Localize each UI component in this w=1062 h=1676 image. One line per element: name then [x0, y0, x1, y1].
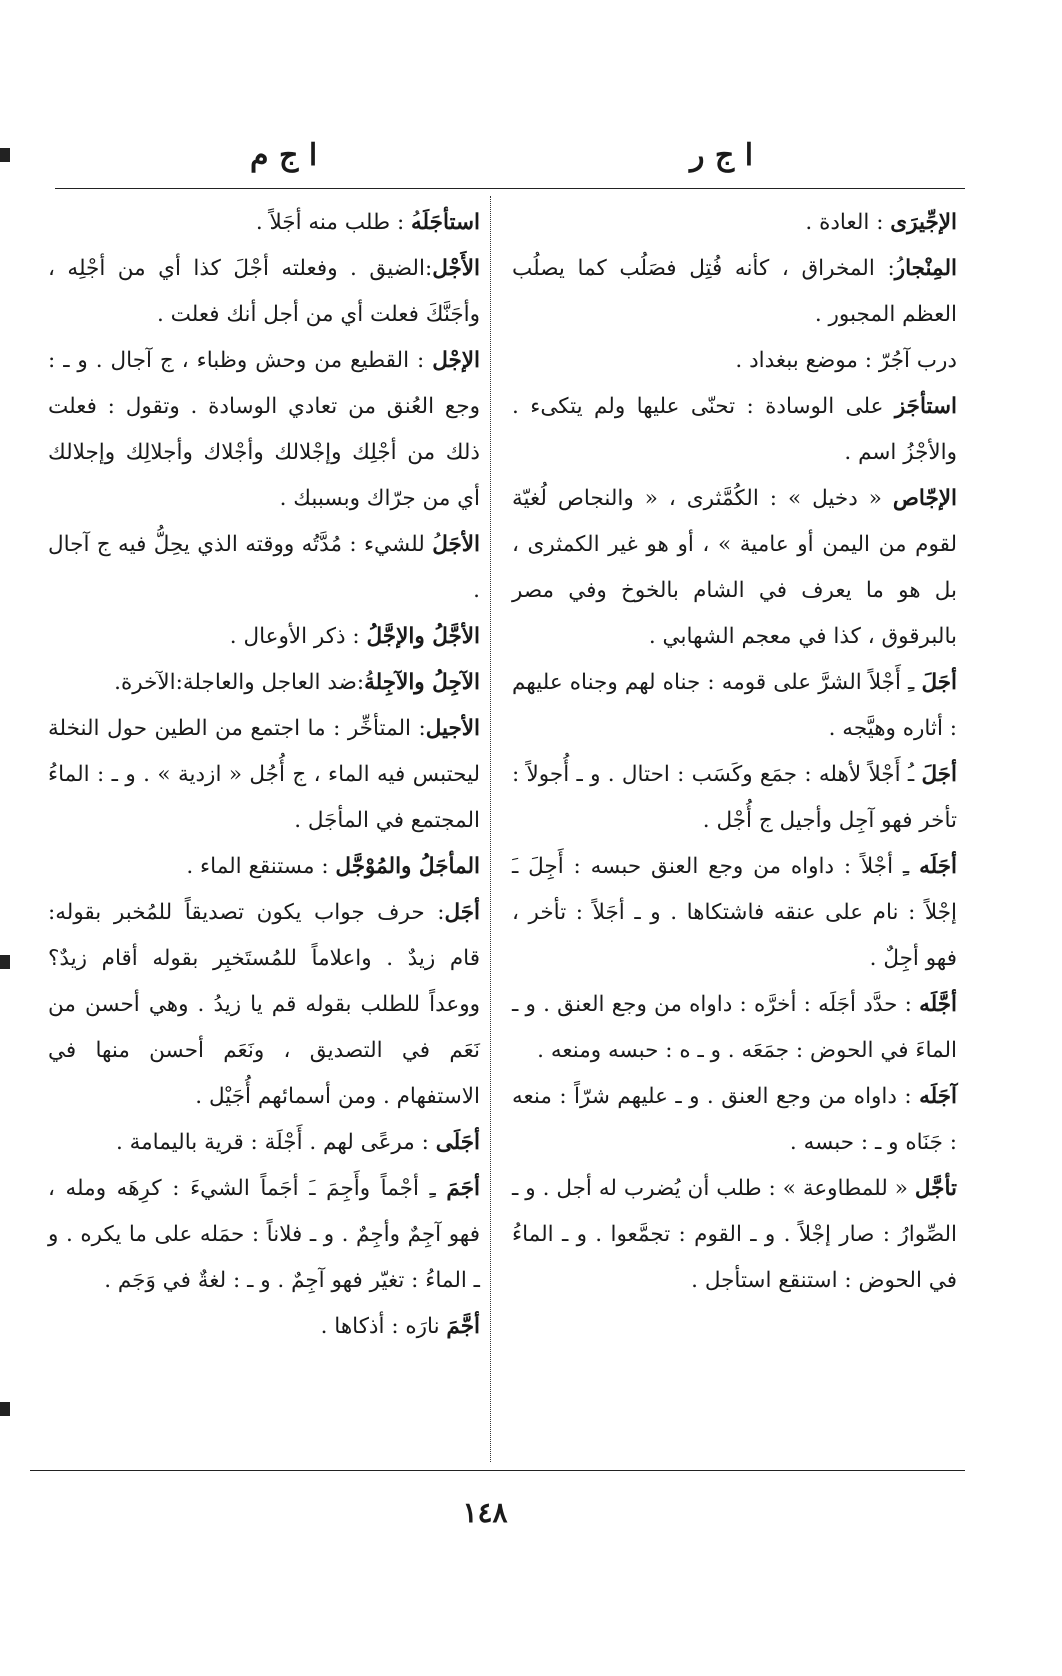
definition: : حدَّد أجَلَه : أخرَّه : داواه من وجع العنق . و ـ الماءَ في الحوض : جمَعَه . و ـ ه : حبسه ومنعه .	[512, 992, 957, 1063]
entry	[48, 522, 480, 614]
definition: ـُ أَجْلاً لأهله : جمَع وكَسَب : احتال . و ـ أُجولاً : تأخر فهو آجِل وأجيل ج أُجْل .	[512, 762, 957, 833]
definition: درب آجُرّ : موضع ببغداد .	[735, 348, 957, 373]
entry	[48, 844, 480, 890]
definition: : مستنقع الماء .	[186, 854, 336, 879]
entry	[48, 1166, 480, 1304]
headword: الأجَل	[432, 532, 480, 557]
headword: الآجِلُ والآجِلة	[364, 670, 480, 695]
headword: آجَلَه	[919, 1084, 957, 1109]
definition: « دخيل » : الكُمَّثرى ، « والنجاص لُغيّة لقوم من اليمن أو عامية » ، أو هو غير الكمثرى ، بل هو ما يعرف في الشام بالخوخ وفي مصر بالبرقوق ، كذا في معجم الشهابي .	[512, 486, 957, 649]
headword: الإجّاص	[892, 486, 957, 511]
definition: : ذكر الأوعال .	[229, 624, 367, 649]
definition: على الوسادة : تحنّى عليها ولم يتكىء . والأجْزُ اسم .	[512, 394, 957, 465]
definition: : مرعًى لهم . أَجْلَة : قرية باليمامة .	[115, 1130, 436, 1155]
definition: ُ:ضد العاجل والعاجلة:الآخرة.	[114, 670, 365, 695]
headword: الأَجْل	[432, 256, 480, 281]
entry	[48, 614, 480, 660]
definition: ـِ أجْلاً : داواه من وجع العنق حبسه : أَجِلَ ـَ إجْلاً : نام على عنقه فاشتكاها . و ـ أجَلاً : تأخر ، فهو أجِلٌ .	[512, 854, 957, 971]
headword: أجَلَى	[435, 1130, 480, 1155]
entry	[48, 1120, 480, 1166]
headword: الأجيل	[425, 716, 480, 741]
entry	[48, 1304, 480, 1350]
footer-rule	[30, 1470, 965, 1471]
definition: « للمطاوعة » : طلب أن يُضرب له أجل . و ـ الصِّوارُ : صار إجْلاً . و ـ القوم : تجمَّعوا . و ـ الماءُ في الحوض : استنقع استأجل .	[512, 1176, 957, 1293]
entry	[512, 338, 957, 384]
entry	[512, 384, 957, 476]
header-rule	[55, 188, 965, 189]
definition: ُ : طلب منه أجَلاً .	[255, 210, 412, 235]
definition: : العادة .	[805, 210, 891, 235]
headword: أجَمَ	[446, 1176, 480, 1201]
definition: ُ: المخراق ، كأنه فُتِل فصَلُب كما يصلُب العظم المجبور .	[512, 256, 957, 327]
headword: المِنْجار	[894, 256, 957, 281]
definition: نارَه : أذكاها .	[320, 1314, 447, 1339]
definition: ُ للشيء : مُدَّتُه ووقته الذي يحِلُّ فيه ج آجال .	[48, 532, 480, 603]
scan-edge-mark	[0, 1402, 10, 1416]
entry	[512, 200, 957, 246]
definition: :الضيق . وفعلته أجْلَ كذا أي من أجْلِه ، وأجَنَّكَ فعلت أي من أجل أنك فعلت .	[48, 256, 480, 327]
headword: استأجَز	[894, 394, 957, 419]
headword: استأجَلَه	[411, 210, 480, 235]
page-number: ١٤٨	[462, 1496, 508, 1529]
right-column	[512, 200, 957, 1304]
entry	[48, 338, 480, 522]
entry	[512, 1166, 957, 1304]
headword: تأجَّل	[914, 1176, 957, 1201]
headword: أجَلَ	[921, 670, 957, 695]
headword: المأجَلُ والمُوْجَّل	[335, 854, 480, 879]
entry	[48, 890, 480, 1120]
definition: : القطيع من وحش وظباء ، ج آجال . و ـ : وجع العُنق من تعادي الوسادة . وتقول : فعلت ذلك من أجْلِك وإجْلالك وأجْلاك وأجلالِك وإجلالك أي من جرّاك وبسببك .	[48, 348, 480, 511]
entry	[48, 200, 480, 246]
headword: الإجْل	[432, 348, 480, 373]
headword: الأجَّلُ والإجَّلُ	[366, 624, 480, 649]
headword: أجَل	[444, 900, 480, 925]
entry	[48, 660, 480, 706]
definition: ـِ أَجْلاً الشرَّ على قومه : جناه لهم وجناه عليهم : أثاره وهيَّجه .	[512, 670, 957, 741]
definition: : حرف جواب يكون تصديقاً للمُخبر بقوله: قام زيدٌ . واعلاماً للمُستَخبِر بقوله أقام زيدٌ؟ ووعداً للطلب بقوله قم يا زيدُ . وهي أحسن من نَعَم في التصديق ، ونَعَم أحسن منها في الاستفهام . ومن أسمائهم أُجَيْل .	[48, 900, 480, 1109]
entry	[48, 246, 480, 338]
definition: ـِ أجْماً وأَجِمَ ـَ أجَماً الشيءَ : كرِهَه ومله ، فهو آجِمٌ وأجِمٌ . و ـ فلاناً : حمَله على ما يكره . و ـ الماءُ : تغيّر فهو آجِمٌ . و ـ : لغةٌ في وَجَم .	[48, 1176, 480, 1293]
entry	[512, 660, 957, 752]
headword: أجَلَه	[919, 854, 957, 879]
entry	[512, 246, 957, 338]
header-right-title: ا ج ر	[690, 138, 754, 173]
entry	[512, 844, 957, 982]
headword: أجَّمَ	[446, 1314, 480, 1339]
entry	[512, 982, 957, 1074]
entry	[512, 476, 957, 660]
column-divider	[490, 196, 491, 1462]
definition: : داواه من وجع العنق . و ـ عليهم شرّاً : منعه : جَنَاه و ـ : حبسه .	[512, 1084, 957, 1155]
scan-edge-mark	[0, 955, 10, 969]
headword: أجَّلَه	[919, 992, 957, 1017]
entry	[48, 706, 480, 844]
headword: أجَلَ	[921, 762, 957, 787]
definition: : المتأخِّر : ما اجتمع من الطين حول النخلة ليحتبس فيه الماء ، ج أُجُل « ازدية » . و ـ : الماءُ المجتمع في المأجَل .	[48, 716, 480, 833]
entry	[512, 752, 957, 844]
left-column	[48, 200, 480, 1350]
scan-edge-mark	[0, 148, 10, 162]
header-left-title: ا ج م	[250, 138, 318, 173]
entry	[512, 1074, 957, 1166]
headword: الإجِّيرَى	[890, 210, 957, 235]
